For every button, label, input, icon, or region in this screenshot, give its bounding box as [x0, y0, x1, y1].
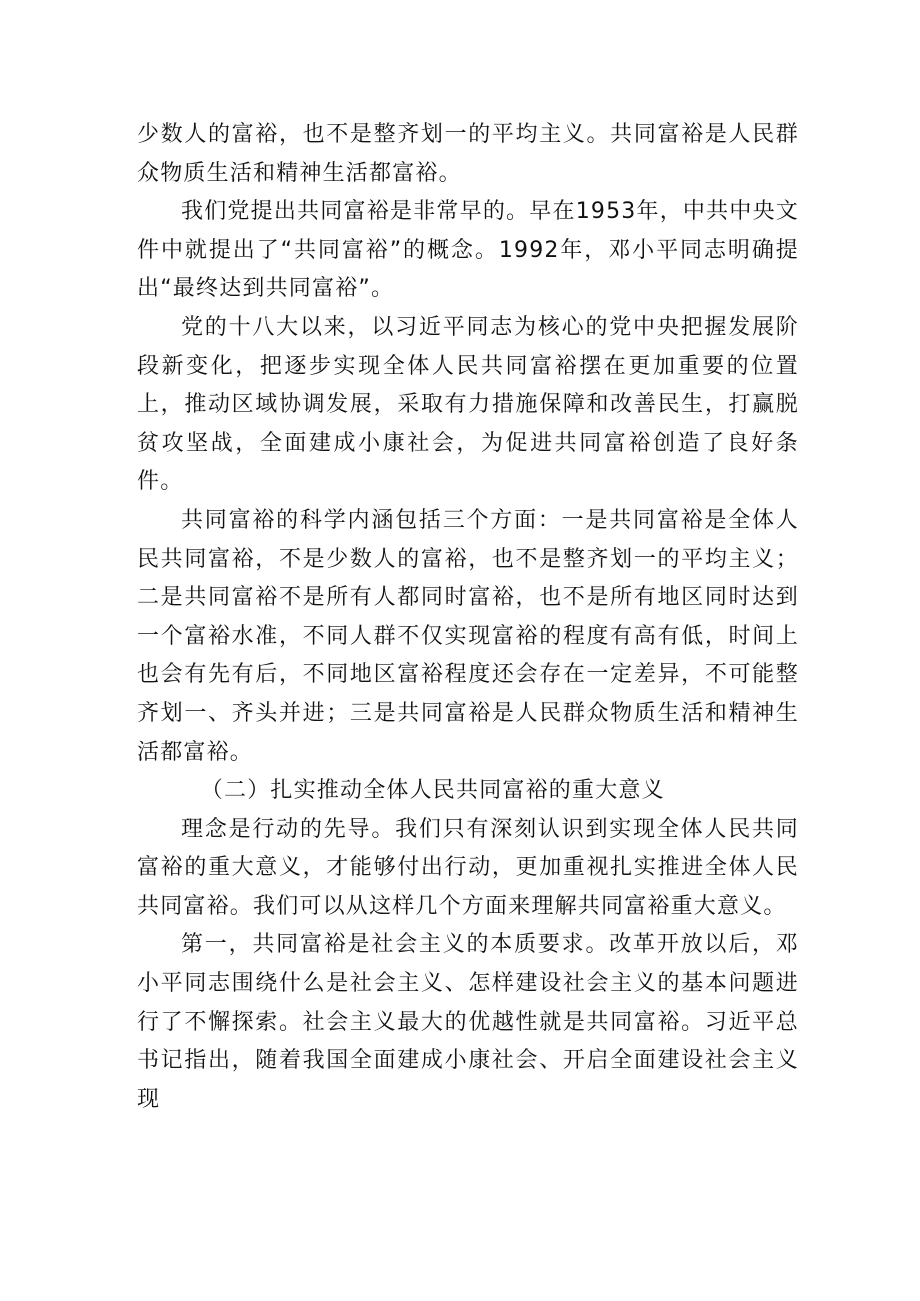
section-heading: （二）扎实推动全体人民共同富裕的重大意义	[200, 778, 665, 804]
paragraph-4: 共同富裕的科学内涵包括三个方面：一是共同富裕是全体人民共同富裕，不是少数人的富裕，也不是整齐划一的平均主义；二是共同富裕不是所有人都同时富裕，也不是所有地区同时达到一个富裕水准，不同人群不仅实现富裕的程度有高有低，时间上也会有先有后，不同地区富裕程度还会存在一定差异，不可能整齐划一、齐头并进；三是共同富裕是人民群众物质生活和精神生活都富裕。	[137, 507, 799, 765]
paragraph-2: 我们党提出共同富裕是非常早的。早在1953年，中共中央文件中就提出了“共同富裕”的概念。1992年，邓小平同志明确提出“最终达到共同富裕”。	[137, 199, 799, 302]
paragraph-3: 党的十八大以来，以习近平同志为核心的党中央把握发展阶段新变化，把逐步实现全体人民共同富裕摆在更加重要的位置上，推动区域协调发展，采取有力措施保障和改善民生，打赢脱贫攻坚战，全面建成小康社会，为促进共同富裕创造了良好条件。	[137, 314, 799, 495]
paragraph-6: 第一，共同富裕是社会主义的本质要求。改革开放以后，邓小平同志围绕什么是社会主义、怎样建设社会主义的基本问题进行了不懈探索。社会主义最大的优越性就是共同富裕。习近平总书记指出，随着我国全面建成小康社会、开启全面建设社会主义现	[137, 932, 799, 1112]
paragraph-1: 少数人的富裕，也不是整齐划一的平均主义。共同富裕是人民群众物质生活和精神生活都富裕。	[137, 122, 799, 186]
paragraph-5: 理念是行动的先导。我们只有深刻认识到实现全体人民共同富裕的重大意义，才能够付出行动，更加重视扎实推进全体人民共同富裕。我们可以从这样几个方面来理解共同富裕重大意义。	[137, 816, 799, 919]
document-body	[137, 116, 799, 1119]
